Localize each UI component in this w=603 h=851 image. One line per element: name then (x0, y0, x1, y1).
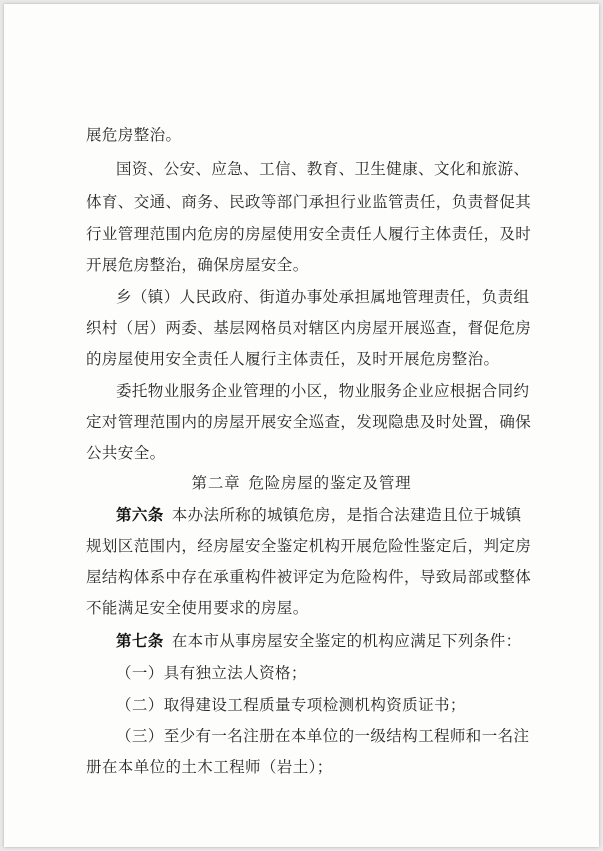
text-line: 行业管理范围内危房的房屋使用安全责任人履行主体责任，及时 (86, 225, 532, 243)
paragraph-start-line: 乡（镇）人民政府、街道办事处承担属地管理责任，负责组 (116, 288, 530, 306)
text-line: 屋结构体系中存在承重构件被评定为危险构件，导致局部或整体 (86, 568, 532, 586)
text-line: 开展危房整治，确保房屋安全。 (86, 256, 309, 274)
text-line: 定对管理范围内的房屋开展安全巡查，发现隐患及时处置，确保 (86, 413, 532, 431)
text-line: 的房屋使用安全责任人履行主体责任，及时开展危房整治。 (86, 350, 500, 368)
article-text: 在本市从事房屋安全鉴定的机构应满足下列条件： (171, 632, 522, 650)
list-item: （一）具有独立法人资格； (116, 664, 307, 682)
article-number: 第七条 (116, 631, 164, 650)
article-text: 本办法所称的城镇危房，是指合法建造且位于城镇 (171, 506, 522, 524)
chapter-number: 第二章 (191, 474, 241, 492)
text-line: 不能满足安全使用要求的房屋。 (86, 599, 309, 617)
article-line (116, 505, 522, 525)
text-line: 织村（居）两委、基层网格员对辖区内房屋开展巡查，督促危房 (86, 319, 532, 337)
list-item: （二）取得建设工程质量专项检测机构资质证书； (116, 696, 466, 714)
article-line (116, 631, 522, 651)
text-line: 册在本单位的土木工程师（岩土）； (86, 758, 333, 776)
text-line: 公共安全。 (86, 444, 166, 462)
list-item: （三）至少有一名注册在本单位的一级结构工程师和一名注 (116, 727, 530, 745)
chapter-title: 危险房屋的鉴定及管理 (248, 474, 412, 492)
text-line: 展危房整治。 (86, 126, 182, 144)
paragraph-start-line: 国资、公安、应急、工信、教育、卫生健康、文化和旅游、 (116, 160, 530, 178)
text-line: 体育、交通、商务、民政等部门承担行业监管责任，负责督促其 (86, 193, 532, 211)
article-number: 第六条 (116, 505, 164, 524)
document-page (4, 4, 599, 847)
text-line: 规划区范围内，经房屋安全鉴定机构开展危险性鉴定后，判定房 (86, 537, 532, 555)
chapter-heading (4, 473, 599, 493)
paragraph-start-line: 委托物业服务企业管理的小区，物业服务企业应根据合同约 (116, 382, 530, 400)
